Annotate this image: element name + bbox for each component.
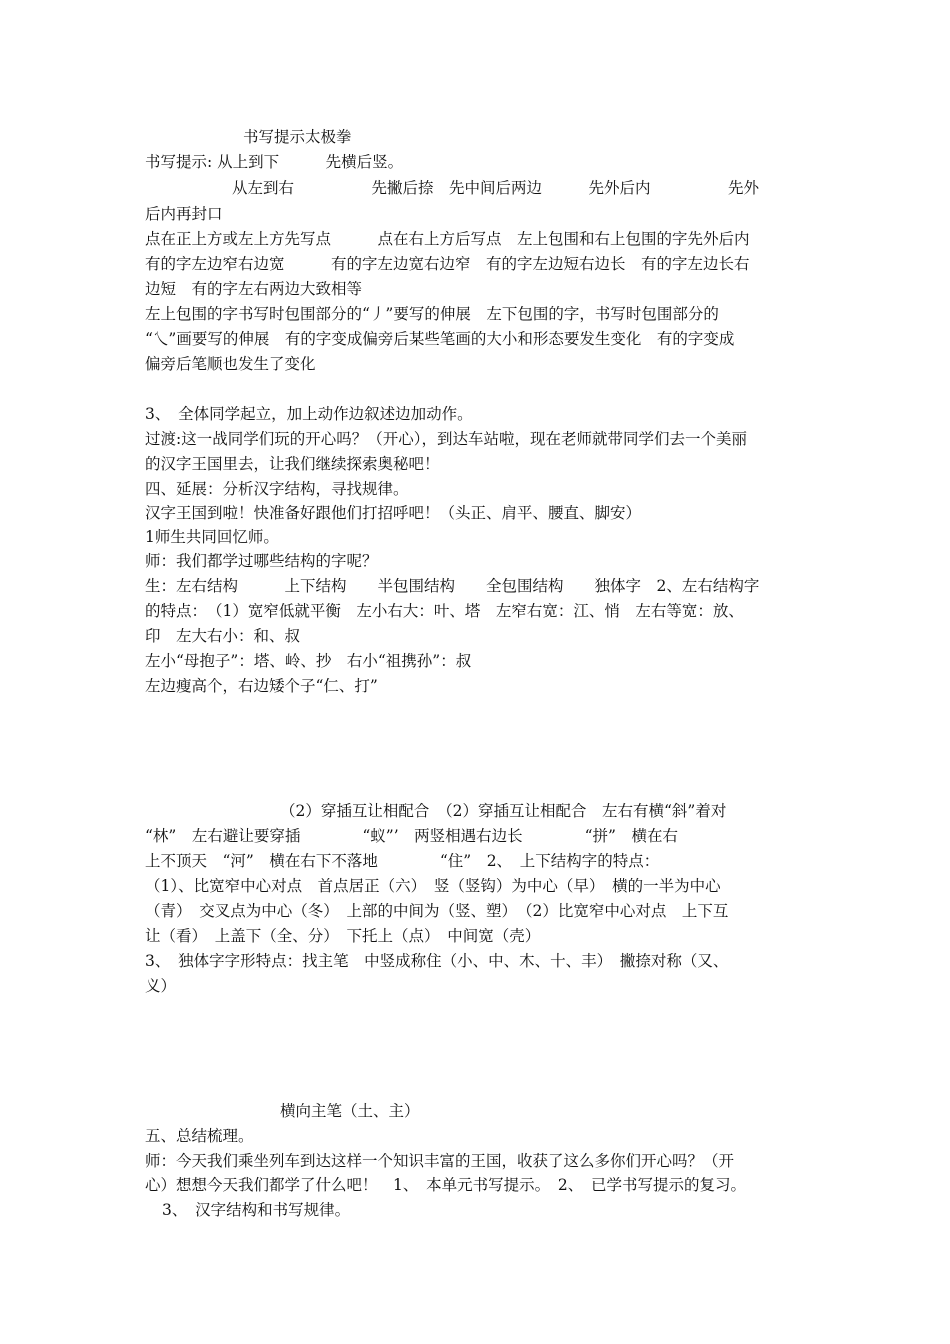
text-line: （1）、比宽窄中心对点 首点居正（六） 竖（竖钩）为中心（早） 横的一半为中心 — [145, 877, 721, 895]
text-line: 后内再封口 — [145, 205, 223, 223]
text-line: 左边瘦高个，右边矮个子“仁、打” — [145, 677, 378, 695]
text-line: 生：左右结构 上下结构 半包围结构 全包围结构 独体字 2、左右结构字 — [145, 577, 760, 595]
text-line: 让（看） 上盖下（全、分） 下托上（点） 中间宽（壳） — [145, 927, 541, 945]
text-line: （2）穿插互让相配合 （2）穿插互让相配合 左右有横“斜”着对 — [280, 802, 727, 820]
text-line: 师：我们都学过哪些结构的字呢？ — [145, 552, 378, 570]
text-line: 师：今天我们乘坐列车到达这样一个知识丰富的王国，收获了这么多你们开心吗？（开 — [145, 1152, 735, 1170]
text-line: 有的字左边窄右边宽 有的字左边宽右边窄 有的字左边短右边长 有的字左边长右 — [145, 255, 750, 273]
text-line: 3、 独体字字形特点：找主笔 中竖成称住（小、中、木、十、丰） 撇捺对称（又、 — [145, 952, 729, 970]
text-line: 点在正上方或左上方先写点 点在右上方后写点 左上包围和右上包围的字先外后内 — [145, 230, 750, 248]
text-line: “乀”画要写的伸展 有的字变成偏旁后某些笔画的大小和形态要发生变化 有的字变成 — [145, 330, 735, 348]
text-line: 左上包围的字书写时包围部分的“丿”要写的伸展 左下包围的字，书写时包围部分的 — [145, 305, 719, 323]
text-line: 3、 全体同学起立，加上动作边叙述边加动作。 — [145, 405, 473, 423]
text-line: 四、延展：分析汉字结构，寻找规律。 — [145, 480, 409, 498]
text-line: 左小“母抱子”：塔、岭、抄 右小“祖携孙”：叔 — [145, 652, 472, 670]
text-line: 的汉字王国里去，让我们继续探索奥秘吧！ — [145, 455, 440, 473]
text-line: 边短 有的字左右两边大致相等 — [145, 280, 363, 298]
text-line: 横向主笔（土、主） — [280, 1102, 420, 1120]
text-line: 心）想想今天我们都学了什么吧！ 1、 本单元书写提示。 2、 已学书写提示的复习。 — [145, 1176, 746, 1194]
text-line: 书写提示太极拳 — [243, 128, 352, 146]
text-line: 五、总结梳理。 — [145, 1127, 254, 1145]
text-line: 过渡:这一战同学们玩的开心吗？（开心），到达车站啦，现在老师就带同学们去一个美丽 — [145, 430, 747, 448]
text-line: 1师生共同回忆师。 — [145, 528, 279, 546]
text-line: 从左到右 先撇后捺 先中间后两边 先外后内 先外 — [232, 179, 760, 197]
text-line: 上不顶天 “河” 横在右下不落地 “住” 2、 上下结构字的特点： — [145, 852, 660, 870]
text-line: （青） 交叉点为中心（冬） 上部的中间为（竖、塑） （2）比宽窄中心对点 上下互 — [145, 902, 729, 920]
text-line: 汉字王国到啦！快准备好跟他们打招呼吧！（头正、肩平、腰直、脚安） — [145, 504, 642, 522]
text-line: 书写提示: 从上到下 先横后竖。 — [145, 153, 404, 171]
text-line: 印 左大右小：和、叔 — [145, 627, 301, 645]
text-line: 偏旁后笔顺也发生了变化 — [145, 355, 316, 373]
text-line: 3、 汉字结构和书写规律。 — [162, 1201, 351, 1219]
text-line: “林” 左右避让要穿插 “蚁”’ 两竖相遇右边长 “拼” 横在右 — [145, 827, 678, 845]
text-line: 的特点： （1）宽窄低就平衡 左小右大：叶、塔 左窄右宽：江、悄 左右等宽：放、 — [145, 602, 744, 620]
text-line: 义） — [145, 977, 177, 995]
